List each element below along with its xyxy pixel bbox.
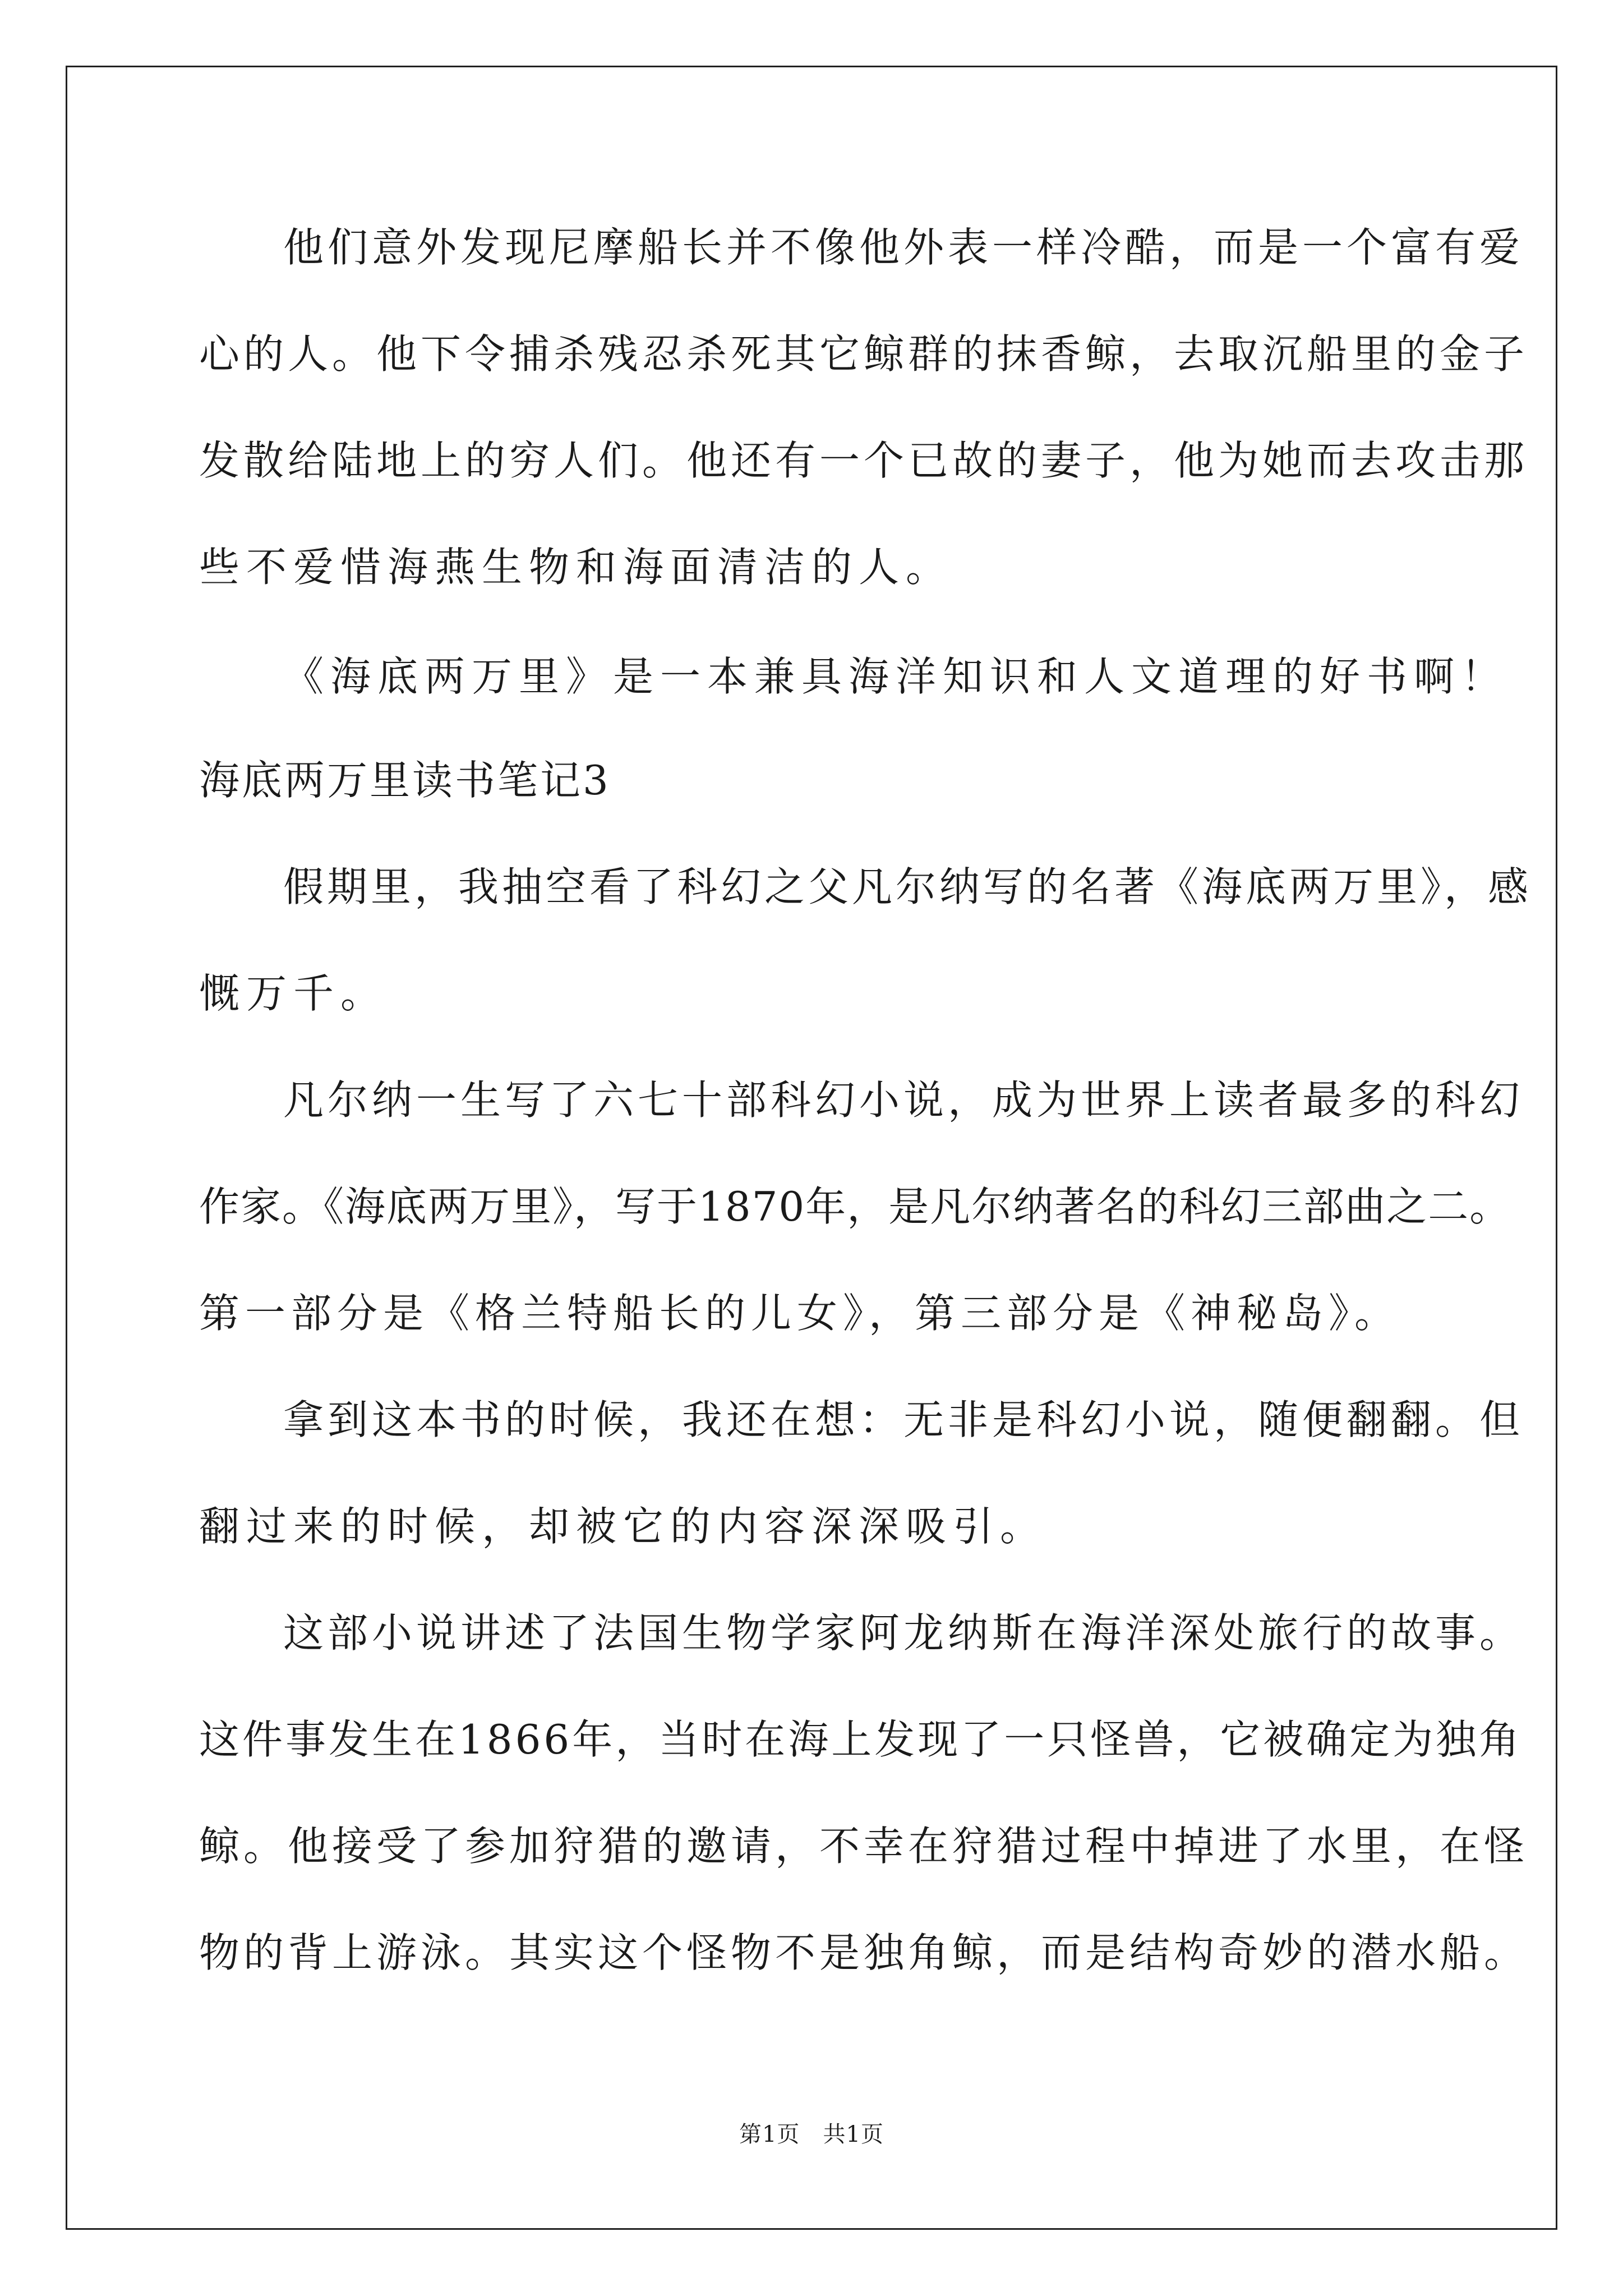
paragraph-line: 第一部分是《格兰特船长的儿女》，第三部分是《神秘岛》。 [199,1290,1401,1337]
paragraph-line: 翻过来的时候，却被它的内容深深吸引。 [199,1503,1048,1550]
paragraph-line: 物的背上游泳。其实这个怪物不是独角鲸，而是结构奇妙的潜水船。 [199,1929,1529,1976]
paragraph-line: 鲸。他接受了参加狩猎的邀请，不幸在狩猎过程中掉进了水里，在怪 [199,1823,1529,1870]
paragraph-line: 这部小说讲述了法国生物学家阿龙纳斯在海洋深处旅行的故事。 [283,1609,1524,1657]
paragraph-line: 《海底两万里》是一本兼具海洋知识和人文道理的好书啊！ [283,653,1509,700]
paragraph-line: 假期里，我抽空看了科幻之父凡尔纳写的名著《海底两万里》，感 [283,863,1532,910]
page-border [66,66,1557,2230]
paragraph-line: 些不爱惜海燕生物和海面清洁的人。 [199,544,953,591]
section-heading: 海底两万里读书笔记3 [199,757,611,804]
paragraph-line: 发散给陆地上的穷人们。他还有一个已故的妻子，他为她而去攻击那 [199,437,1529,484]
paragraph-line: 拿到这本书的时候，我还在想：无非是科幻小说，随便翻翻。但 [283,1396,1524,1443]
paragraph-line: 心的人。他下令捕杀残忍杀死其它鲸群的抹香鲸，去取沉船里的金子 [199,330,1529,378]
page-number-footer: 第1页 共1页 [739,2122,884,2147]
paragraph-line: 作家。《海底两万里》，写于1870年，是凡尔纳著名的科幻三部曲之二。 [199,1183,1511,1230]
paragraph-line: 凡尔纳一生写了六七十部科幻小说，成为世界上读者最多的科幻 [283,1076,1524,1124]
paragraph-line: 这件事发生在1866年，当时在海上发现了一只怪兽，它被确定为独角 [199,1716,1523,1763]
paragraph-line: 慨万千。 [199,970,388,1017]
paragraph-line: 他们意外发现尼摩船长并不像他外表一样冷酷，而是一个富有爱 [283,224,1524,271]
